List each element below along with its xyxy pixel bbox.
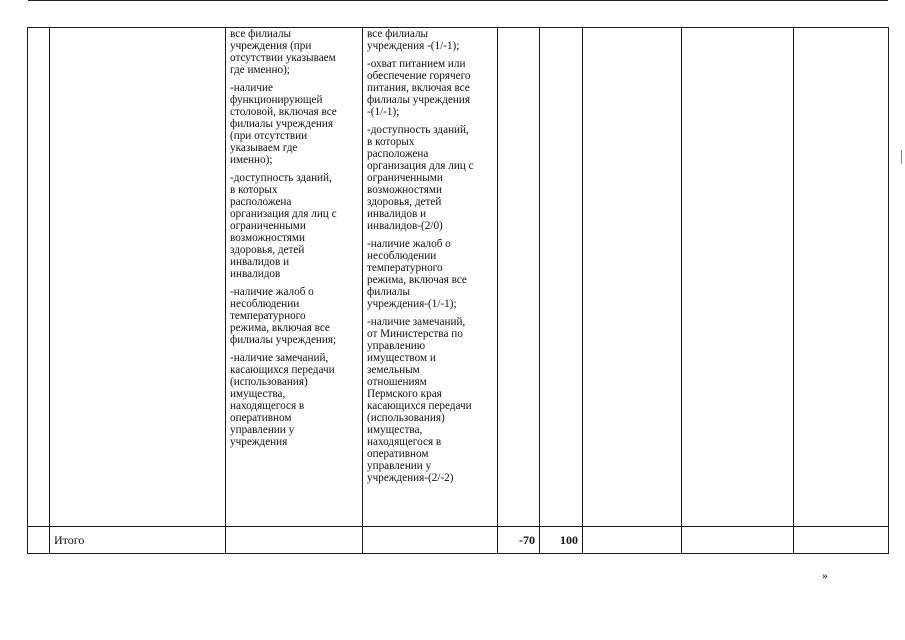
- values-paragraph: -охват питанием или обеспечение горячего питания, включая все филиалы учреждения -(1/-1);: [367, 58, 471, 118]
- total-min-value: -70: [498, 527, 540, 554]
- criteria-cell: [226, 28, 363, 527]
- empty-cell: [682, 28, 794, 527]
- empty-cell: [682, 527, 794, 554]
- criteria-paragraph: -наличие замечаний, касающихся передачи (использования) имущества, находящегося в оперативном управлении у учреждения: [230, 352, 335, 448]
- values-paragraph: -доступность зданий, в которых расположена организация для лиц с ограниченными возможностями здоровья, детей инвалидов и инвалидов-(2/0): [367, 124, 474, 232]
- criteria-cell: [226, 527, 363, 554]
- indicator-cell: [50, 28, 226, 527]
- criteria-table: [27, 27, 889, 554]
- values-cell: [363, 28, 498, 527]
- top-border-line: [28, 0, 888, 1]
- empty-cell: [583, 527, 682, 554]
- scan-edge-mark: [901, 150, 902, 164]
- total-label: Итого: [50, 527, 226, 554]
- total-max-value: 100: [540, 527, 583, 554]
- criteria-paragraph: -доступность зданий, в которых расположена организация для лиц с ограниченными возможностями здоровья, детей инвалидов и инвалидов: [230, 172, 337, 280]
- empty-cell: [583, 28, 682, 527]
- values-text: [367, 28, 493, 484]
- closing-quote-mark: »: [822, 568, 828, 582]
- values-paragraph: все филиалы учреждения -(1/-1);: [367, 28, 460, 52]
- values-cell: [363, 527, 498, 554]
- index-cell: [28, 28, 50, 527]
- min-score-cell: [498, 28, 540, 527]
- criteria-text: [230, 28, 358, 448]
- criteria-paragraph: -наличие жалоб о несоблюдении температурного режима, включая все филиалы учреждения;: [230, 286, 337, 346]
- values-paragraph: -наличие замечаний, от Министерства по управлению имуществом и земельным отношениям Пермского края касающихся передачи (использования) имущества, находящегося в оперативном управлении у учреждения-(2/-2): [367, 316, 472, 484]
- index-cell: [28, 527, 50, 554]
- criteria-paragraph: все филиалы учреждения (при отсутствии указываем где именно);: [230, 28, 336, 76]
- criteria-paragraph: -наличие функционирующей столовой, включая все филиалы учреждения (при отсутствии указываем где именно);: [230, 82, 337, 166]
- empty-cell: [794, 527, 889, 554]
- total-row: [28, 527, 889, 554]
- table-row: [28, 28, 889, 527]
- max-score-cell: [540, 28, 583, 527]
- empty-cell: [794, 28, 889, 527]
- values-paragraph: -наличие жалоб о несоблюдении температурного режима, включая все филиалы учреждения-(1/-1);: [367, 238, 467, 310]
